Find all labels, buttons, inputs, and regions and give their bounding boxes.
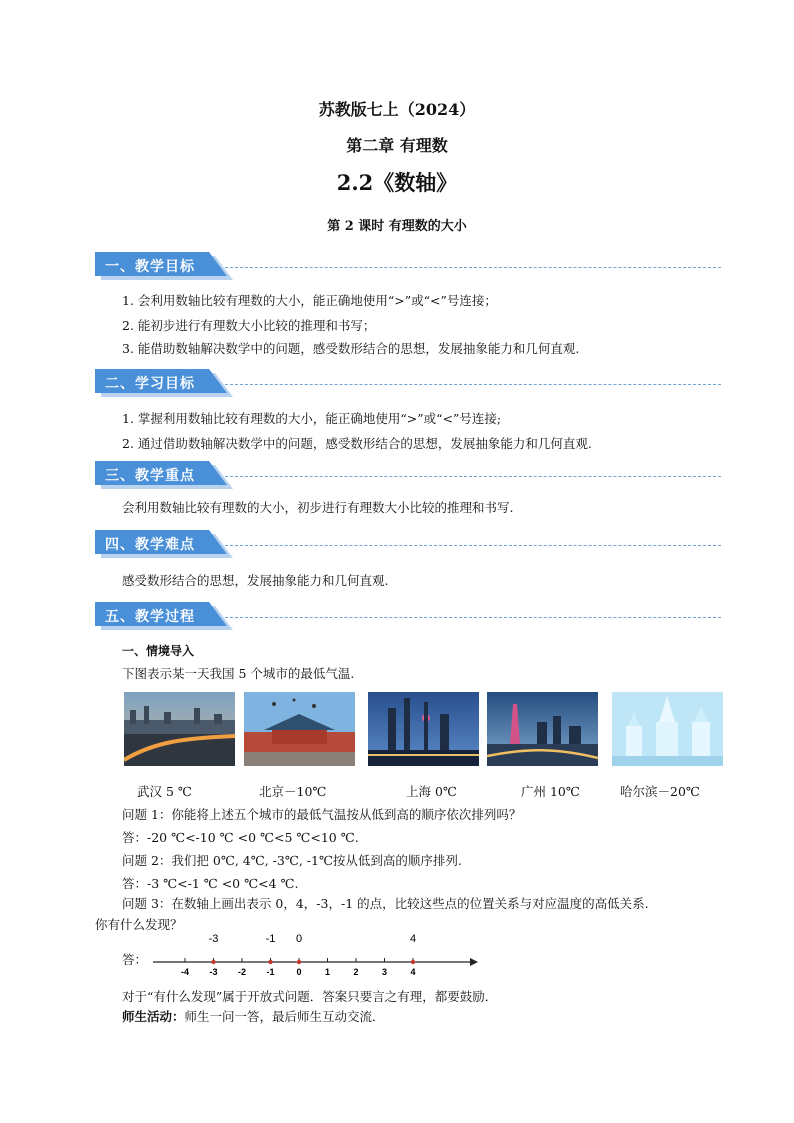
section-label: 二、学习目标: [105, 376, 195, 392]
section-banner-key: [95, 459, 721, 489]
point-marker: [411, 960, 415, 964]
list-item: 2. 通过借助数轴解决数学中的问题，感受数形结合的思想，发展抽象能力和几何直观.: [122, 436, 592, 451]
question-3-cont: 你有什么发现？: [95, 917, 183, 932]
section-banner-learning: [95, 367, 721, 397]
activity-text: 师生一问一答，最后师生互动交流．: [184, 1009, 385, 1024]
paragraph: 下图表示某一天我国 5 个城市的最低气温.: [122, 666, 355, 681]
header-series: 苏教版七上（2024）: [318, 100, 476, 119]
caption-wuhan: 武汉 5 ℃: [137, 784, 192, 799]
question-2: 问题 2：我们把 0℃, 4℃, -3℃, -1℃按从低到高的顺序排列.: [122, 853, 462, 868]
section-banner-difficulty: [95, 528, 721, 558]
caption-harbin: 哈尔滨－20℃: [620, 784, 700, 799]
list-item: 3. 能借助数轴解决数学中的问题，感受数形结合的思想，发展抽象能力和几何直观.: [122, 341, 580, 356]
point-marker: [211, 960, 215, 964]
list-item: 1. 掌握利用数轴比较有理数的大小，能正确地使用“>”或“<”号连接;: [122, 411, 502, 426]
tick-label: -4: [180, 967, 190, 977]
shanghai-city-photo: [368, 692, 479, 766]
subsection-heading: 一、情境导入: [122, 644, 195, 658]
point-label: 4: [409, 933, 417, 945]
caption-beijing: 北京－10℃: [259, 784, 327, 799]
section-banner-process: [95, 600, 721, 630]
question-1: 问题 1：你能将上述五个城市的最低气温按从低到高的顺序依次排列吗？: [122, 807, 522, 822]
answer-2: 答：-3 ℃<-1 ℃ <0 ℃<4 ℃.: [122, 876, 299, 891]
answer-3-label: 答：: [122, 952, 148, 967]
section-label: 五、教学过程: [105, 609, 195, 625]
tick-label: 2: [353, 967, 359, 977]
section-banner-goals: [95, 250, 721, 280]
point-marker: [297, 960, 301, 964]
paragraph: 会利用数轴比较有理数的大小，初步进行有理数大小比较的推理和书写.: [122, 500, 514, 515]
harbin-city-photo: [612, 692, 723, 766]
tick-label: -1: [266, 967, 275, 977]
point-marker: [268, 960, 272, 964]
tick-label: -2: [237, 967, 247, 977]
section-label: 三、教学重点: [105, 468, 195, 484]
number-line: [145, 928, 485, 978]
answer-1: 答：-20 ℃<-10 ℃ <0 ℃<5 ℃<10 ℃.: [122, 830, 359, 845]
list-item: 1. 会利用数轴比较有理数的大小，能正确地使用“>”或“<”号连接；: [122, 293, 497, 308]
tick-label: 4: [410, 967, 416, 977]
lesson-subtitle: 第 2 课时 有理数的大小: [327, 219, 467, 234]
caption-shanghai: 上海 0℃: [406, 784, 457, 799]
tick-label: 1: [324, 967, 331, 977]
tick-label: 0: [296, 967, 302, 977]
point-label: -3: [208, 933, 219, 945]
list-item: 2. 能初步进行有理数大小比较的推理和书写；: [122, 318, 376, 333]
section-label: 四、教学难点: [105, 537, 195, 553]
note-activity: [122, 1007, 385, 1025]
activity-label: 师生活动：: [122, 1009, 185, 1024]
guangzhou-city-photo: [487, 692, 598, 766]
axis-arrow: [470, 958, 478, 966]
note-open-question: 对于“有什么发现”属于开放式问题．答案只要言之有理，都要鼓励．: [122, 989, 498, 1004]
section-label: 一、教学目标: [105, 259, 195, 275]
tick-label: 3: [381, 967, 388, 977]
paragraph: 感受数形结合的思想，发展抽象能力和几何直观.: [122, 573, 389, 588]
point-label: 0: [295, 933, 303, 945]
chapter-title: 第二章 有理数: [346, 136, 448, 155]
beijing-city-photo: [244, 692, 355, 766]
wuhan-city-photo: [124, 692, 235, 766]
page-title: 2.2《数轴》: [336, 170, 458, 195]
point-label: -1: [265, 933, 276, 945]
caption-guangzhou: 广州 10℃: [521, 784, 580, 799]
tick-label: -3: [209, 967, 218, 977]
question-3: 问题 3：在数轴上画出表示 0，4，-3，-1 的点，比较这些点的位置关系与对应温度的高低关系.: [122, 896, 649, 911]
